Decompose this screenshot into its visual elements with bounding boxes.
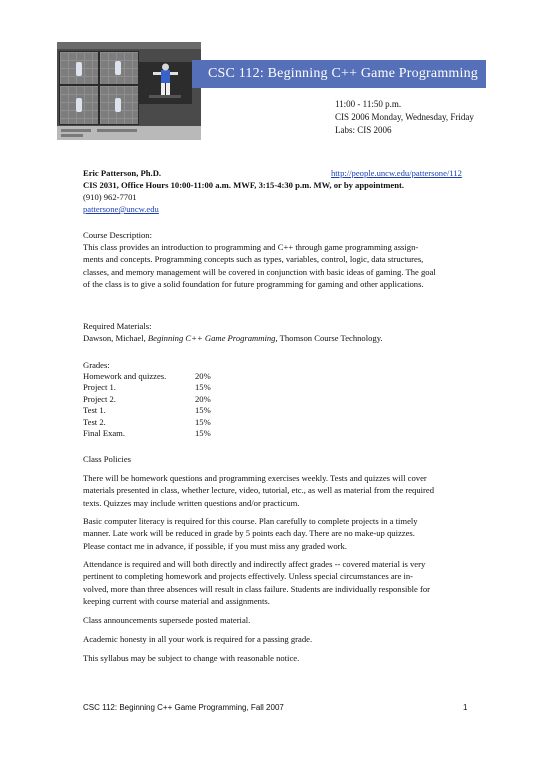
policy-line: pertinent to completing homework and projects effectively. Unless special circumstances are in- [83, 571, 414, 582]
policies-heading: Class Policies [83, 454, 131, 464]
table-row [83, 417, 211, 428]
grade-weight: 15% [195, 428, 211, 439]
course-website-link[interactable]: http://people.uncw.edu/pattersone/112 [331, 168, 462, 178]
table-row [83, 394, 211, 405]
grade-item: Project 1. [83, 382, 116, 393]
policy-paragraph-homework [83, 472, 434, 509]
character-figure-icon [139, 62, 192, 104]
grade-weight: 20% [195, 393, 211, 404]
policy-line: volved, more than three absences will result in class failure. Students are individually responsible for [83, 583, 430, 594]
instructor-phone: (910) 962-7701 [83, 192, 137, 202]
grade-item: Test 2. [83, 416, 106, 427]
course-title-banner: CSC 112: Beginning C++ Game Programming [192, 60, 486, 88]
description-heading: Course Description: [83, 230, 152, 240]
schedule-room-days: CIS 2006 Monday, Wednesday, Friday [335, 112, 474, 122]
policy-line: Please contact me in advance, if possible, if you must miss any graded work. [83, 540, 347, 551]
description-line: classes, and memory management will be covered in conjunction with basic ideas of gaming. The goal [83, 266, 436, 277]
policy-line: There will be homework questions and programming exercises weekly. Tests and quizzes will cover [83, 473, 427, 483]
policy-paragraph-literacy [83, 515, 418, 552]
grade-weight: 20% [195, 371, 211, 381]
policy-line: materials presented in class, whether lecture, video, tutorial, etc., as well as material from the required [83, 485, 435, 496]
grade-item: Homework and quizzes. [83, 371, 167, 381]
office-hours: CIS 2031, Office Hours 10:00-11:00 a.m. MWF, 3:15-4:30 p.m. MW, or by appointment. [83, 180, 404, 190]
policy-line: manner. Late work will be reduced in grade by 5 points each day. There are no make-up quizzes. [83, 528, 415, 539]
book-publisher: , Thomson Course Technology. [275, 333, 383, 343]
schedule-labs: Labs: CIS 2006 [335, 125, 392, 135]
grades-heading: Grades: [83, 360, 110, 370]
grade-item: Project 2. [83, 393, 116, 404]
schedule-time: 11:00 - 11:50 p.m. [335, 99, 402, 109]
policy-announcements: Class announcements supersede posted material. [83, 615, 251, 625]
policy-line: Basic computer literacy is required for this course. Plan carefully to complete projects in a timely [83, 516, 418, 526]
description-line: of the class is to give a solid foundation for future programming for gaming and other applications. [83, 279, 424, 290]
instructor-name: Eric Patterson, Ph.D. [83, 168, 162, 178]
page-number: 1 [463, 703, 468, 712]
policy-line: keeping current with course material and assignments. [83, 596, 270, 607]
grade-weight: 15% [195, 405, 211, 416]
policy-syllabus-change: This syllabus may be subject to change with reasonable notice. [83, 653, 300, 663]
description-line: This class provides an introduction to programming and C++ through game programming assign- [83, 242, 419, 252]
policy-paragraph-attendance [83, 558, 430, 608]
instructor-email-link[interactable]: pattersone@uncw.edu [83, 204, 159, 214]
policy-line: Attendance is required and will both directly and indirectly affect grades -- covered material is very [83, 559, 426, 569]
grade-weight: 15% [195, 382, 211, 393]
grade-weight: 15% [195, 416, 211, 427]
policy-honesty: Academic honesty in all your work is required for a passing grade. [83, 634, 313, 644]
materials-heading: Required Materials: [83, 321, 152, 331]
grade-item: Test 1. [83, 405, 106, 416]
course-schedule [335, 98, 474, 137]
table-row [83, 371, 211, 382]
character-render-image [139, 62, 192, 104]
book-title: Beginning C++ Game Programming [147, 333, 276, 343]
description-line: ments and concepts. Programming concepts such as types, variables, control, logic, data structures, [83, 254, 424, 265]
footer-course-title: CSC 112: Beginning C++ Game Programming, Fall 2007 [83, 703, 284, 712]
book-author: Dawson, Michael, [83, 333, 148, 343]
description-body [83, 241, 436, 291]
materials-citation [83, 332, 383, 344]
grade-item: Final Exam. [83, 428, 126, 439]
table-row [83, 405, 211, 416]
table-row [83, 382, 211, 393]
table-row [83, 428, 211, 439]
grades-table [83, 371, 211, 439]
policy-line: texts. Quizzes may include written questions and/or practicum. [83, 497, 300, 508]
